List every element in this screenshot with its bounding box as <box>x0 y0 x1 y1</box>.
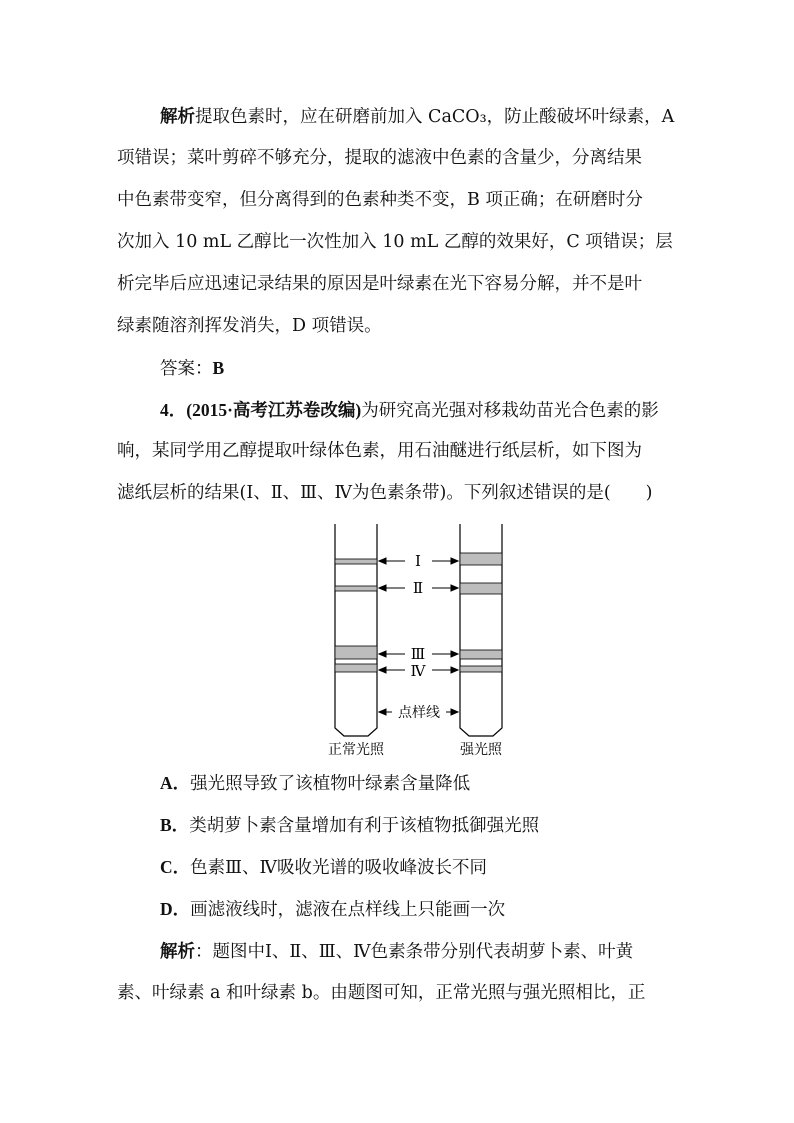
left-band-2 <box>335 586 377 591</box>
analysis1-line-4: 次加入 10 mL 乙醇比一次性加入 10 mL 乙醇的效果好，C 项错误；层 <box>117 232 673 252</box>
option-letter: D． <box>160 899 191 919</box>
option-text: 强光照导致了该植物叶绿素含量降低 <box>190 774 471 794</box>
analysis2-line-2: 素、叶绿素 a 和叶绿素 b。由题图可知，正常光照与强光照相比，正 <box>117 983 646 1003</box>
analysis-label: 解析 <box>160 941 195 961</box>
question-text: 为研究高光强对移栽幼苗光合色素的影 <box>361 401 659 421</box>
origin-line-label: 点样线 <box>398 705 440 721</box>
option-letter: B． <box>160 815 190 835</box>
left-band-1 <box>335 559 377 564</box>
analysis-text: ：题图中Ⅰ、Ⅱ、Ⅲ、Ⅳ色素条带分别代表胡萝卜素、叶黄 <box>195 942 634 962</box>
option-letter: C． <box>160 857 191 877</box>
band-label-1: Ⅰ <box>415 552 421 570</box>
analysis1-line-1 <box>160 106 674 127</box>
option-a <box>160 773 470 794</box>
left-band-3 <box>335 646 377 659</box>
option-b <box>160 815 539 836</box>
chromatography-figure <box>320 518 520 762</box>
right-band-1 <box>460 553 502 565</box>
option-text: 色素Ⅲ、Ⅳ吸收光谱的吸收峰波长不同 <box>190 858 487 878</box>
question-number: 4．(2015·高考江苏卷改编) <box>160 400 362 420</box>
question-line-3: 滤纸层析的结果(Ⅰ、Ⅱ、Ⅲ、Ⅳ为色素条带)。下列叙述错误的是( ) <box>117 483 653 503</box>
right-band-2 <box>460 583 502 594</box>
option-letter: A． <box>160 773 191 793</box>
option-text: 类胡萝卜素含量增加有利于该植物抵御强光照 <box>189 816 540 836</box>
right-caption: 强光照 <box>460 742 502 758</box>
band-label-2: Ⅱ <box>412 579 424 597</box>
right-band-4 <box>460 666 502 672</box>
right-band-3 <box>460 650 502 659</box>
option-text: 画滤液线时，滤液在点样线上只能画一次 <box>190 900 506 920</box>
answer-value: B <box>212 358 225 378</box>
analysis1-line-3: 中色素带变窄，但分离得到的色素种类不变，B 项正确；在研磨时分 <box>117 190 643 210</box>
answer-label: 答案： <box>160 359 213 379</box>
analysis-text: 提取色素时，应在研磨前加入 CaCO₃，防止酸破坏叶绿素，A <box>195 107 675 127</box>
band-label-3: Ⅲ <box>410 645 426 663</box>
band-label-4: Ⅳ <box>410 662 426 680</box>
right-strip <box>460 524 502 736</box>
answer-line <box>160 358 224 379</box>
analysis2-line-1 <box>160 941 633 962</box>
question-line-2: 响，某同学用乙醇提取叶绿体色素，用石油醚进行纸层析，如下图为 <box>117 441 642 461</box>
analysis1-line-5: 析完毕后应迅速记录结果的原因是叶绿素在光下容易分解，并不是叶 <box>117 274 642 294</box>
analysis-label: 解析 <box>160 106 195 126</box>
question-line-1 <box>160 400 659 421</box>
option-c <box>160 857 487 878</box>
analysis1-line-6: 绿素随溶剂挥发消失，D 项错误。 <box>117 316 382 336</box>
option-d <box>160 899 505 920</box>
left-caption: 正常光照 <box>328 742 384 758</box>
left-band-4 <box>335 664 377 672</box>
left-strip <box>335 524 377 736</box>
analysis1-line-2: 项错误；菜叶剪碎不够充分，提取的滤液中色素的含量少，分离结果 <box>117 148 642 168</box>
